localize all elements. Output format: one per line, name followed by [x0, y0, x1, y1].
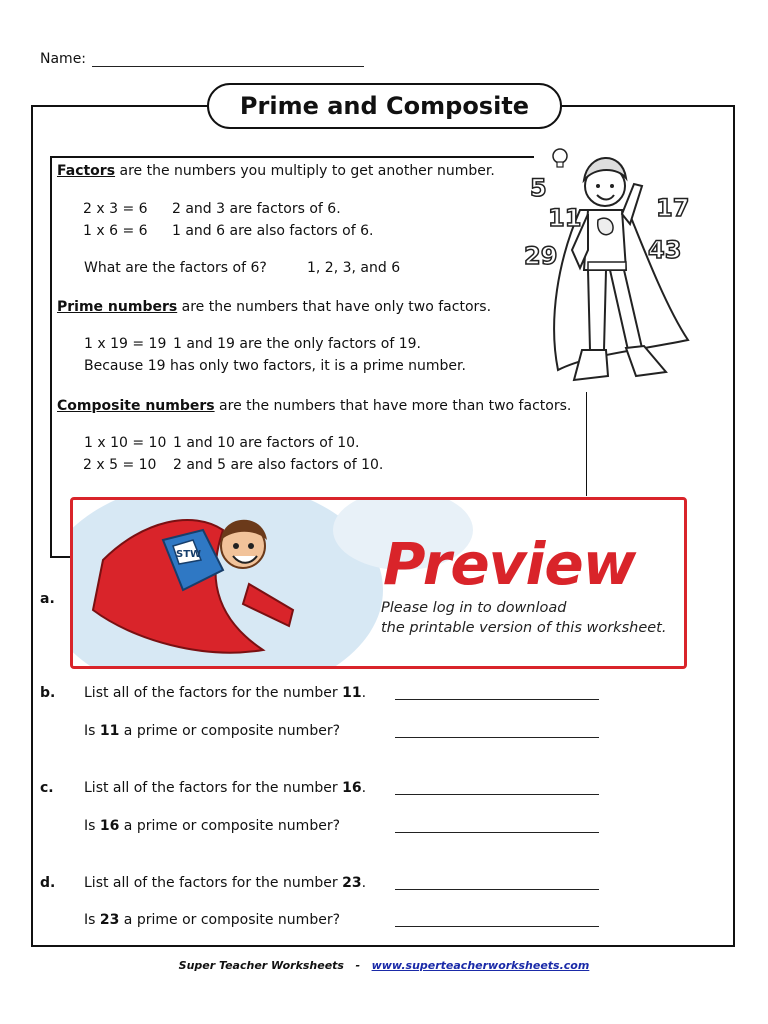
factors-def-text: are the numbers you multiply to get another number. — [115, 163, 495, 179]
question-letter: d. — [40, 875, 56, 891]
intro-box-top-border — [50, 156, 534, 158]
page-title: Prime and Composite — [207, 83, 562, 129]
footer — [0, 959, 768, 972]
prompt-text: . — [361, 685, 367, 701]
prompt-number: 11 — [99, 723, 120, 739]
prompt-text: Is — [84, 912, 100, 928]
composite-equation: 2 x 5 = 10 — [83, 457, 157, 473]
composite-note: 2 and 5 are also factors of 10. — [173, 457, 384, 473]
composite-term: Composite numbers — [57, 398, 215, 414]
intro-box-right-border — [586, 392, 587, 496]
prompt-text: a prime or composite number? — [119, 723, 341, 739]
prompt-text: . — [361, 875, 367, 891]
superhero-illustration — [518, 140, 698, 392]
question-letter: a. — [40, 591, 55, 607]
composite-equation: 1 x 10 = 10 — [84, 435, 167, 451]
question-letter: b. — [40, 685, 56, 701]
answer-line[interactable] — [395, 737, 599, 738]
name-answer-line[interactable] — [92, 66, 364, 67]
answer-line[interactable] — [395, 699, 599, 700]
prompt-number: 23 — [342, 875, 362, 891]
prompt-text: a prime or composite number? — [119, 818, 341, 834]
answer-line[interactable] — [395, 889, 599, 890]
question-prompt — [84, 875, 366, 891]
prime-note: 1 and 19 are the only factors of 19. — [173, 336, 421, 352]
factors-definition — [57, 162, 495, 180]
answer-line[interactable] — [395, 794, 599, 795]
prompt-number: 16 — [99, 818, 120, 834]
answer-line[interactable] — [395, 832, 599, 833]
prompt-text: Is — [84, 723, 100, 739]
footer-link[interactable]: www.superteacherworksheets.com — [371, 959, 590, 972]
question-prompt — [84, 780, 366, 796]
illustration-number: 5 — [530, 174, 547, 202]
badge-text: STW — [176, 549, 202, 560]
question-prompt — [84, 818, 340, 834]
factors-term: Factors — [57, 163, 116, 179]
prompt-text: List all of the factors for the number — [84, 780, 343, 796]
footer-brand: Super Teacher Worksheets — [178, 959, 344, 972]
prompt-text: Is — [84, 818, 100, 834]
composite-definition — [57, 397, 571, 415]
prompt-text: List all of the factors for the number — [84, 685, 343, 701]
name-label: Name: — [40, 51, 87, 67]
preview-message-line: Please log in to download — [381, 600, 567, 616]
example-equation: 2 x 3 = 6 — [83, 201, 148, 217]
question-prompt — [84, 723, 340, 739]
prompt-number: 23 — [99, 912, 120, 928]
answer-line[interactable] — [395, 926, 599, 927]
prime-term: Prime numbers — [57, 299, 178, 315]
example-note: 1 and 6 are also factors of 6. — [172, 223, 374, 239]
prompt-text: List all of the factors for the number — [84, 875, 343, 891]
prompt-text: a prime or composite number? — [119, 912, 341, 928]
example-note: 2 and 3 are factors of 6. — [172, 201, 341, 217]
example-answer: 1, 2, 3, and 6 — [307, 260, 401, 276]
illustration-number: 29 — [524, 242, 558, 270]
question-prompt — [84, 685, 366, 701]
example-question: What are the factors of 6? — [84, 260, 267, 276]
footer-separator: - — [355, 959, 361, 972]
prime-equation: 1 x 19 = 19 — [84, 336, 167, 352]
question-letter: c. — [40, 780, 54, 796]
example-equation: 1 x 6 = 6 — [83, 223, 148, 239]
prompt-number: 11 — [342, 685, 362, 701]
composite-note: 1 and 10 are factors of 10. — [173, 435, 360, 451]
intro-box-left-border — [50, 156, 52, 558]
illustration-number: 17 — [656, 194, 690, 222]
illustration-number: 43 — [648, 236, 682, 264]
composite-def-text: are the numbers that have more than two factors. — [214, 398, 572, 414]
prime-explanation: Because 19 has only two factors, it is a prime number. — [84, 358, 466, 374]
prompt-number: 16 — [342, 780, 362, 796]
preview-banner[interactable] — [70, 497, 687, 669]
preview-message-line: the printable version of this worksheet. — [381, 620, 667, 636]
prime-def-text: are the numbers that have only two factors. — [177, 299, 492, 315]
preview-title: Preview — [383, 530, 636, 598]
intro-box-bottom-border — [50, 556, 70, 558]
prime-definition — [57, 298, 491, 316]
illustration-number: 11 — [548, 204, 582, 232]
prompt-text: . — [361, 780, 367, 796]
preview-message — [381, 598, 666, 638]
question-prompt — [84, 912, 340, 928]
